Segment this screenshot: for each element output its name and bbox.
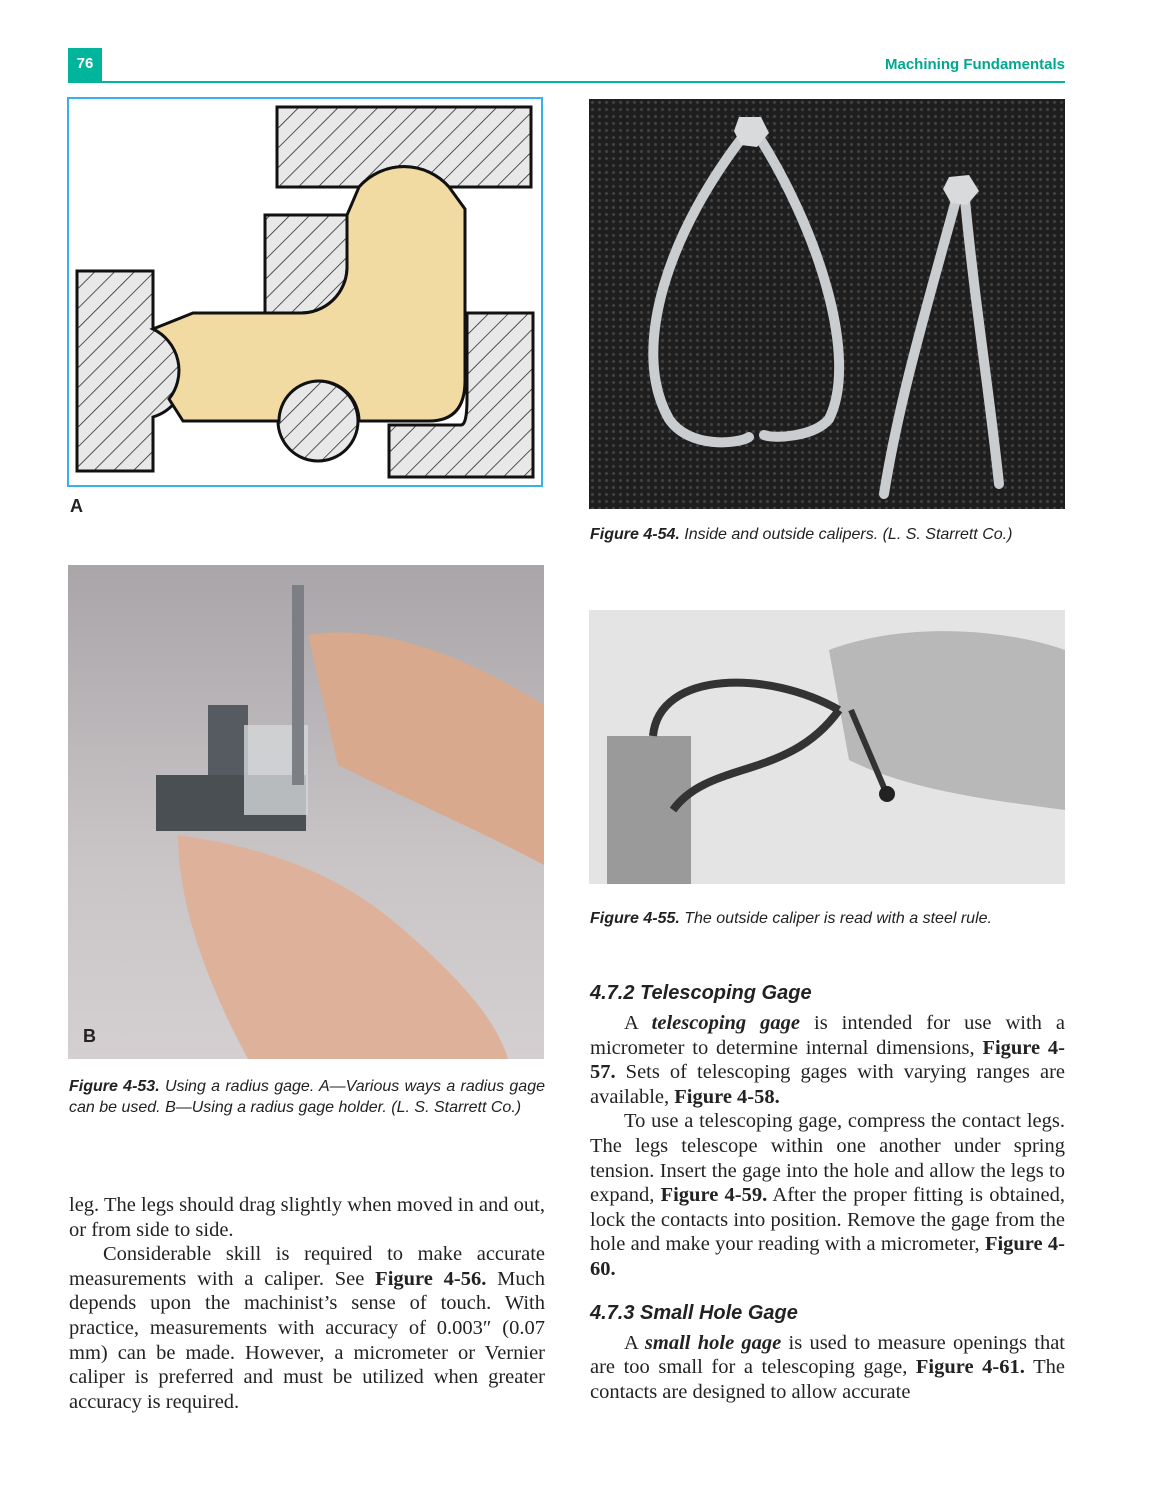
figure-reference: Figure 4-58. <box>674 1085 780 1108</box>
text-run: Sets of telescoping gages with varying ranges are available, <box>590 1061 1065 1108</box>
paragraph <box>590 1109 1065 1281</box>
paragraph <box>590 1011 1065 1109</box>
figure-label-b: B <box>83 1026 96 1046</box>
text-run: is intended for use with a micrometer to determine internal dimensions, <box>590 1012 1065 1059</box>
radius-gage-diagram <box>67 97 543 487</box>
key-term: small hole gage <box>644 1331 782 1354</box>
figure-reference: Figure 4-59. <box>660 1184 768 1207</box>
caption-text: Using a radius gage. A—Various ways a radius gage can be used. B—Using a radius gage holder. (L. S. Starrett Co.) <box>69 1078 545 1116</box>
text-run: After the proper fitting is obtained, lock the contacts into position. Remove the gage from the hole and make your reading with a micrometer, <box>590 1184 1065 1256</box>
figure-reference: Figure 4-56. <box>375 1267 487 1290</box>
figure-4-54-caption <box>590 524 1066 545</box>
figure-label-a: A <box>70 496 83 516</box>
text-run: Considerable skill is required to make accurate measurements with a caliper. See <box>69 1243 545 1290</box>
page-number: 76 <box>68 48 102 82</box>
figure-4-55-caption <box>590 908 1066 929</box>
text-run: leg. The legs should drag slightly when moved in and out, or from side to side. <box>69 1194 545 1241</box>
text-run: The contacts are designed to allow accurate <box>590 1356 1065 1403</box>
text-run: is used to measure openings that are too small for a telescoping gage, <box>590 1331 1065 1379</box>
paragraph <box>69 1193 545 1242</box>
text-run: A <box>624 1012 652 1034</box>
paragraph <box>590 1331 1065 1405</box>
text-run: A <box>624 1331 645 1354</box>
radius-gage-holder-photo <box>68 565 544 1059</box>
caption-text: Inside and outside calipers. (L. S. Starrett Co.) <box>679 526 1013 543</box>
text-run: Much depends upon the machinist’s sense of touch. With practice, measurements with accuracy of 0.003″ (0.07 mm) can be made. However, a micrometer or Vernier caliper is preferred and must be utilized when greater accuracy is required. <box>69 1267 546 1413</box>
section-heading: 4.7.2 Telescoping Gage <box>590 982 812 1004</box>
figure-reference: Figure 4-61. <box>915 1356 1025 1379</box>
caption-number: Figure 4-53. <box>69 1078 160 1095</box>
figure-reference: Figure 4-57. <box>590 1036 1065 1084</box>
caption-text: The outside caliper is read with a steel rule. <box>679 910 992 927</box>
paragraph <box>69 1242 545 1414</box>
figure-reference: Figure 4-60. <box>590 1233 1065 1280</box>
header-rule <box>68 81 1065 83</box>
right-body-text <box>590 982 1065 1404</box>
left-body-text <box>69 1193 545 1414</box>
section-heading: 4.7.3 Small Hole Gage <box>590 1301 798 1324</box>
caliper-steel-rule-photo <box>589 610 1065 884</box>
caption-number: Figure 4-55. <box>590 910 680 927</box>
figure-4-53-caption <box>69 1076 545 1118</box>
text-run: To use a telescoping gage, compress the contact legs. The legs telescope within one another under spring tension. Insert the gage into the hole and allow the legs to expand, <box>590 1110 1065 1207</box>
running-title: Machining Fundamentals <box>884 56 1065 73</box>
caption-number: Figure 4-54. <box>590 526 680 543</box>
calipers-photo <box>589 99 1065 509</box>
key-term: telescoping gage <box>651 1012 801 1034</box>
